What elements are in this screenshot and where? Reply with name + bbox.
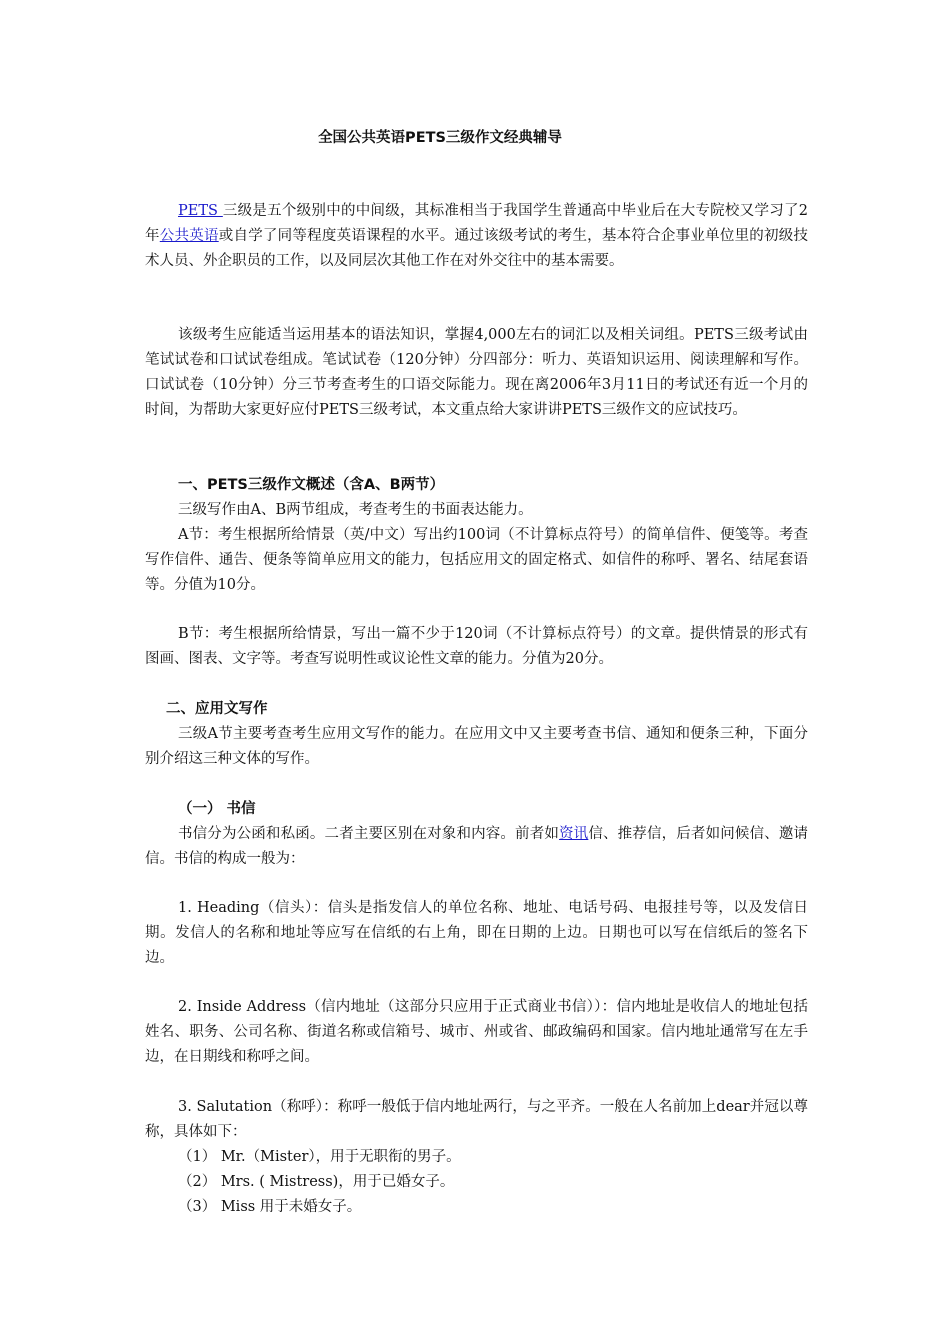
page-title: 全国公共英语PETS三级作文经典辅导 bbox=[318, 130, 562, 146]
intro-paragraph bbox=[145, 199, 808, 274]
inside-address-item: 2. Inside Address（信内地址（这部分只应用于正式商业书信））：信内地址是收信人的地址包括姓名、职务、公司名称、街道名称或信箱号、城市、州或省、邮政编码和国家。信内地址通常写在左手边，在日期线和称呼之间。 bbox=[145, 999, 808, 1065]
news-link[interactable]: 资讯 bbox=[559, 826, 589, 842]
exam-description-paragraph: 该级考生应能适当运用基本的语法知识，掌握4,000左右的词汇以及相关词组。PETS三级考试由笔试试卷和口试试卷组成。笔试试卷（120分钟）分四部分：听力、英语知识运用、阅读理解和写作。口试试卷（10分钟）分三节考查考生的口语交际能力。现在离2006年3月11日的考试还有近一个月的时间，为帮助大家更好应付PETS三级考试，本文重点给大家讲讲PETS三级作文的应试技巧。 bbox=[145, 327, 808, 418]
letters-heading: （一） 书信 bbox=[178, 801, 256, 817]
section1-intro: 三级写作由A、B两节组成，考查考生的书面表达能力。 bbox=[178, 502, 533, 518]
section-a-paragraph: A节：考生根据所给情景（英/中文）写出约100词（不计算标点符号）的简单信件、便笺等。考查写作信件、通告、便条等简单应用文的能力，包括应用文的固定格式、如信件的称呼、署名、结尾套语等。分值为10分。 bbox=[145, 527, 808, 593]
salutation-list bbox=[145, 1145, 808, 1220]
list-item: （2） Mrs. ( Mistress)，用于已婚女子。 bbox=[178, 1174, 455, 1190]
letters-intro-paragraph: 书信分为公函和私函。二者主要区别在对象和内容。前者如资讯信、推荐信，后者如问候信、邀请信。书信的构成一般为： bbox=[145, 826, 809, 867]
salutation-item: 3. Salutation（称呼）：称呼一般低于信内地址两行，与之平齐。一般在人名前加上dear并冠以尊称，具体如下： bbox=[145, 1099, 808, 1140]
section1-heading: 一、PETS三级作文概述（含A、B两节） bbox=[178, 477, 445, 493]
list-item: （1） Mr.（Mister），用于无职衔的男子。 bbox=[178, 1149, 461, 1165]
list-item: （3） Miss 用于未婚女子。 bbox=[178, 1199, 362, 1215]
heading-item: 1. Heading（信头）：信头是指发信人的单位名称、地址、电话号码、电报挂号等，以及发信日期。发信人的名称和地址等应写在信纸的右上角，即在日期的上边。日期也可以写在信纸后的签名下边。 bbox=[145, 900, 808, 966]
intro-text-2: 或自学了同等程度英语课程的水平。通过该级考试的考生，基本符合企事业单位里的初级技术人员、外企职员的工作，以及同层次其他工作在对外交往中的基本需要。 bbox=[145, 228, 809, 269]
pets-link[interactable]: PETS bbox=[178, 203, 223, 219]
section-b-paragraph: B节：考生根据所给情景，写出一篇不少于120词（不计算标点符号）的文章。提供情景的形式有图画、图表、文字等。考查写说明性或议论性文章的能力。分值为20分。 bbox=[145, 626, 808, 667]
public-english-link[interactable]: 公共英语 bbox=[159, 228, 219, 244]
section2-heading: 二、应用文写作 bbox=[166, 701, 268, 717]
section2-paragraph: 三级A节主要考查考生应用文写作的能力。在应用文中又主要考查书信、通知和便条三种，下面分别介绍这三种文体的写作。 bbox=[145, 726, 808, 767]
intro-text-1: 三级是五个级别中的中间级，其标准相当于我国学生普通高中毕业后在大专院校又学习了2年 bbox=[145, 203, 808, 244]
